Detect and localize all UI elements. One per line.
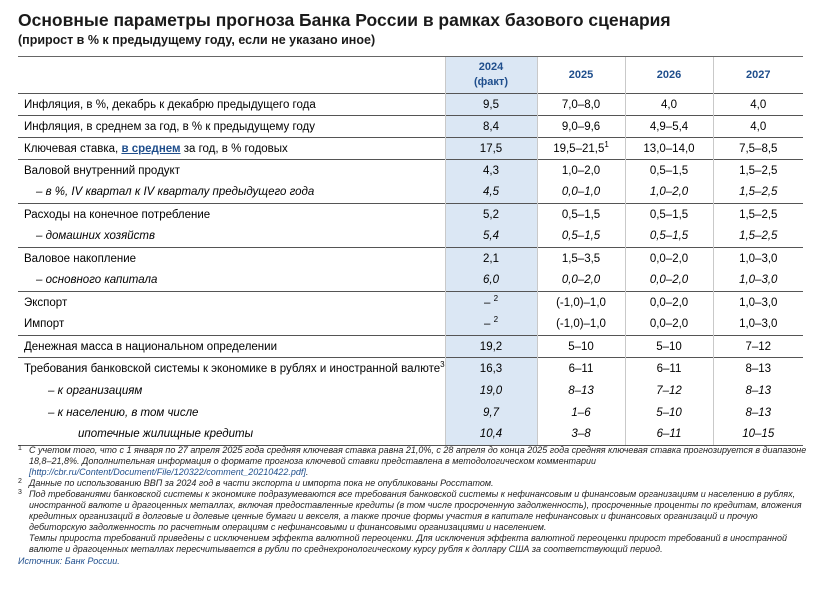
value-2027: 1,0–3,0 [713, 270, 803, 292]
footnote-text: Данные по использованию ВВП за 2024 год в части экспорта и импорта пока не опубликованы Росстатом. [29, 478, 494, 488]
footnote-text: Под требованиями банковской системы к экономике подразумеваются все требования банковской системы к нефинансовым и финансовым организациям и населению в рублях, иностранной валюте и драгоценных металлах, включая предоставленные кредиты (в том числе просроченную задолженность), просроченные проценты по кредитам, вложения кредитных организаций в долговые и долевые ценные бумаги и векселя, а также прочие формы участия в капитале нефинансовых и финансовых организаций и прочую дебиторскую задолженность по расчетным операциям с нефинансовыми и финансовыми организациями и населением. [29, 489, 802, 532]
value-2026: 0,0–2,0 [625, 248, 713, 270]
value-2024: 4,3 [445, 160, 537, 182]
value-2024-text: – [483, 318, 494, 331]
table-row-money-supply [18, 336, 803, 358]
value-2024: 2,1 [445, 248, 537, 270]
key-rate-label-end: за год, в % годовых [180, 142, 288, 155]
value-2027: 8–13 [713, 380, 803, 402]
value-2025: (-1,0)–1,0 [537, 292, 625, 314]
value-2024: 5,4 [445, 226, 537, 248]
value-2024: 17,5 [445, 138, 537, 160]
row-label: Валовой внутренний продукт [18, 160, 445, 182]
value-2024-text: – [483, 296, 494, 309]
value-2027: 4,0 [713, 116, 803, 138]
row-label: ипотечные жилищные кредиты [18, 424, 445, 446]
methodology-link[interactable]: [http://cbr.ru/Content/Document/File/120322/comment_20210422.pdf] [29, 467, 306, 477]
footnote-ref-2: 2 [493, 315, 499, 325]
value-2025: 7,0–8,0 [537, 94, 625, 116]
value-2026: 7–12 [625, 380, 713, 402]
value-2024: 9,7 [445, 402, 537, 424]
table-row-claims-population [18, 402, 803, 424]
row-label: Импорт [24, 318, 65, 331]
average-link[interactable]: в среднем [121, 142, 181, 155]
value-2024: 6,0 [445, 270, 537, 292]
value-2025: 0,0–1,0 [537, 182, 625, 204]
value-2026: 4,9–5,4 [625, 116, 713, 138]
source-note: Источник: Банк России. [18, 556, 120, 566]
value-2026: 0,0–2,0 [625, 314, 713, 336]
footnote-mark: 2 [18, 478, 22, 485]
header-indicator-cell [18, 57, 445, 94]
value-2025: 6–11 [537, 358, 625, 380]
value-2025-text: 19,5–21,5 [553, 142, 605, 155]
value-2025 [537, 138, 625, 160]
value-2027: 1,5–2,5 [713, 160, 803, 182]
value-2026: 0,5–1,5 [625, 204, 713, 226]
footnote-1 [18, 445, 808, 478]
footnote-text: Темпы прироста требований приведены с исключением эффекта валютной переоценки. Для исключения эффекта валютной переоценки прирост требований в иностранной валюте и драгоценных металлах пересчитывается в рубли по среднехронологическому курсу рубля к доллару США за соответствующий период. [29, 533, 787, 554]
table-row-fixed-capital [18, 270, 803, 292]
value-2024: 10,4 [445, 424, 537, 446]
table-row-mortgage [18, 424, 803, 446]
table-row-bank-claims [18, 358, 803, 380]
row-label: – домашних хозяйств [36, 230, 155, 243]
row-label: – к организациям [48, 384, 143, 397]
header-year-2026: 2026 [625, 57, 713, 94]
page-title: Основные параметры прогноза Банка России в рамках базового сценария [18, 10, 671, 30]
value-2026: 6–11 [625, 424, 713, 446]
value-2026: 5–10 [625, 402, 713, 424]
row-label: Расходы на конечное потребление [18, 204, 445, 226]
value-2025: 9,0–9,6 [537, 116, 625, 138]
value-2026: 0,0–2,0 [625, 292, 713, 314]
value-2026: 13,0–14,0 [625, 138, 713, 160]
row-label: Денежная масса в национальном определении [18, 336, 445, 358]
row-label: Инфляция, в %, декабрь к декабрю предыдущего года [18, 94, 445, 116]
footnote-3 [18, 489, 808, 533]
value-2025: 0,0–2,0 [537, 270, 625, 292]
value-2026: 1,0–2,0 [625, 182, 713, 204]
value-2025: 0,5–1,5 [537, 226, 625, 248]
value-2026: 0,0–2,0 [625, 270, 713, 292]
table-row-consumption [18, 204, 803, 226]
row-label: Экспорт [18, 292, 445, 314]
table-row-claims-organizations [18, 380, 803, 402]
value-2025: 1,5–3,5 [537, 248, 625, 270]
value-2024: 8,4 [445, 116, 537, 138]
value-2027: 8–13 [713, 358, 803, 380]
value-2027: 1,0–3,0 [713, 314, 803, 336]
table-row-inflation-dec [18, 94, 803, 116]
value-2026: 0,5–1,5 [625, 226, 713, 248]
value-2024: 16,3 [445, 358, 537, 380]
header-fact-year: 2024 [478, 61, 504, 73]
table-row-key-rate [18, 138, 803, 160]
table-row-gdp-q4 [18, 182, 803, 204]
table-row-gross-accumulation [18, 248, 803, 270]
value-2025: (-1,0)–1,0 [537, 314, 625, 336]
value-2025: 8–13 [537, 380, 625, 402]
value-2024: 19,2 [445, 336, 537, 358]
footnote-ref-3: 3 [440, 359, 445, 369]
value-2027: 7,5–8,5 [713, 138, 803, 160]
table-row-household-consumption [18, 226, 803, 248]
footnote-mark: 3 [18, 489, 22, 496]
value-2024: 5,2 [445, 204, 537, 226]
row-label: Инфляция, в среднем за год, в % к предыдущему году [18, 116, 445, 138]
footnote-ref-1: 1 [604, 139, 609, 149]
value-2025: 1,0–2,0 [537, 160, 625, 182]
value-2027: 4,0 [713, 94, 803, 116]
value-2025: 5–10 [537, 336, 625, 358]
value-2027: 1,5–2,5 [713, 182, 803, 204]
value-2025: 1–6 [537, 402, 625, 424]
table-row-exports [18, 292, 803, 314]
value-2027: 8–13 [713, 402, 803, 424]
value-2024 [445, 292, 537, 314]
table-row-gdp [18, 160, 803, 182]
footnote-end: . [305, 467, 309, 477]
table-row-inflation-avg [18, 116, 803, 138]
value-2024 [445, 314, 537, 336]
footnote-2 [18, 478, 808, 489]
value-2024: 9,5 [445, 94, 537, 116]
row-label [18, 358, 445, 380]
value-2025: 3–8 [537, 424, 625, 446]
value-2024: 19,0 [445, 380, 537, 402]
header-year-2024 [445, 57, 537, 94]
value-2027: 1,5–2,5 [713, 226, 803, 248]
value-2026: 6–11 [625, 358, 713, 380]
footnote-ref-2: 2 [493, 293, 499, 303]
footnote-mark: 1 [18, 445, 22, 452]
value-2024: 4,5 [445, 182, 537, 204]
value-2026: 0,5–1,5 [625, 160, 713, 182]
value-2027: 1,5–2,5 [713, 204, 803, 226]
footnote-3-continued [18, 533, 808, 555]
forecast-table [18, 56, 803, 446]
footnotes [18, 445, 808, 567]
value-2025: 0,5–1,5 [537, 204, 625, 226]
bank-claims-label: Требования банковской системы к экономике в рублях и иностранной валюте [24, 362, 441, 375]
footnote-text: С учетом того, что с 1 января по 27 апреля 2025 года средняя ключевая ставка равна 21,0%, с 28 апреля до конца 2025 года средняя ключевая ставка прогнозируется в диапазоне 18,8–21,8%. Дополнительная информация о формате прогноза ключевой ставки представлена в методологическом комментарии [29, 445, 807, 466]
row-label: – основного капитала [36, 274, 158, 287]
value-2027: 1,0–3,0 [713, 248, 803, 270]
header-fact-label: (факт) [474, 76, 508, 88]
value-2027: 7–12 [713, 336, 803, 358]
header-year-2025: 2025 [537, 57, 625, 94]
value-2026: 4,0 [625, 94, 713, 116]
row-label: – в %, IV квартал к IV кварталу предыдущего года [36, 186, 315, 199]
page-subtitle: (прирост в % к предыдущему году, если не указано иное) [18, 33, 376, 47]
value-2027: 1,0–3,0 [713, 292, 803, 314]
row-label: – к населению, в том числе [48, 406, 199, 419]
row-label: Валовое накопление [18, 248, 445, 270]
value-2026: 5–10 [625, 336, 713, 358]
table-row-imports [18, 314, 803, 336]
table-header-row [18, 57, 803, 94]
row-label [18, 138, 445, 160]
header-year-2027: 2027 [713, 57, 803, 94]
value-2027: 10–15 [713, 424, 803, 446]
key-rate-label-start: Ключевая ставка, [24, 142, 122, 155]
